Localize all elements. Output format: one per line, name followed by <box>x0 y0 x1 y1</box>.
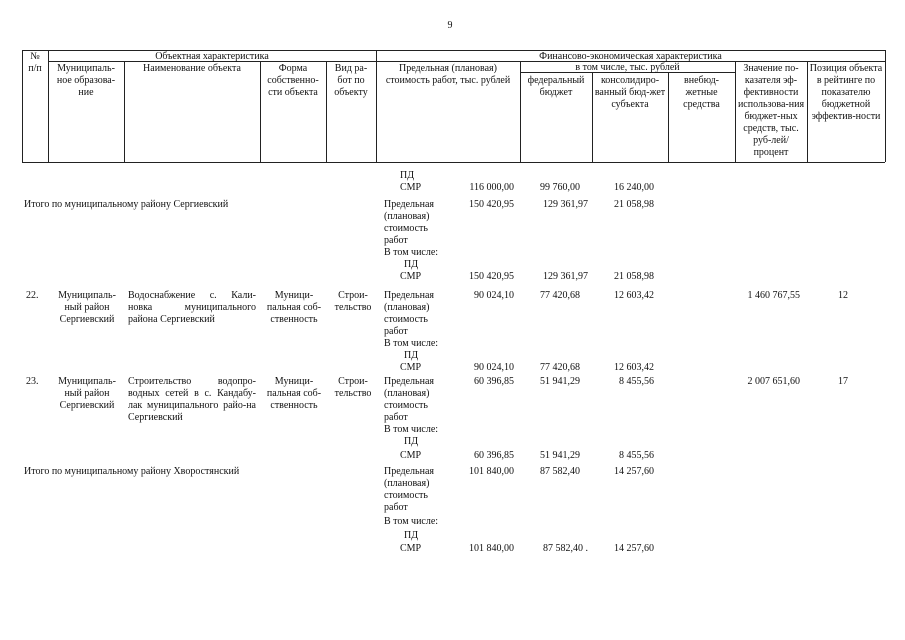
object-name-cell: Водоснабжение с. Кали-новка муниципального района Сергиевский <box>128 290 256 325</box>
top-smr-regional: 16 240,00 <box>614 182 654 193</box>
row-number: 22. <box>26 290 39 301</box>
incl-label: В том числе: <box>384 247 439 258</box>
efficiency-header: Значение по-казателя эф-фективности использова-ния бюджет-ных средств, тыс. руб-лей/процент <box>737 63 805 158</box>
top-smr-federal: 99 760,00 <box>540 182 580 193</box>
smr-regional-value: 14 257,60 <box>614 543 654 554</box>
municipality-header: Муниципаль-ное образова-ние <box>56 63 116 98</box>
pd-label: ПД <box>400 170 415 181</box>
cost-label: Предельная (плановая) стоимость работ <box>384 466 434 513</box>
col-num-label: № <box>30 51 40 62</box>
finance-group-label: Финансово-экономическая характеристика <box>539 51 722 62</box>
col-num2-label: п/п <box>28 63 42 74</box>
smr-total-value: 101 840,00 <box>469 543 514 554</box>
rating-header: Позиция объекта в рейтинге по показателю бюджетной эффектив-ности <box>809 63 883 122</box>
regional-value: 14 257,60 <box>614 466 654 477</box>
federal-value: 129 361,97 <box>543 199 588 210</box>
smr-total-value: 60 396,85 <box>474 450 514 461</box>
row-number: 23. <box>26 376 39 387</box>
incl-label: В том числе: <box>384 424 439 435</box>
top-smr-total: 116 000,00 <box>469 182 514 193</box>
smr-federal-value: 129 361,97 <box>543 271 588 282</box>
efficiency-value: 2 007 651,60 <box>747 376 800 387</box>
consolidated-header: консолидиро-ванный бюд-жет субъекта <box>594 75 666 110</box>
ownership-cell: Муници-пальная соб-ственность <box>266 290 322 325</box>
object-name-cell: Строительство водопро-водных сетей в с. Кандабу-лак муниципального райо-на Сергиевский <box>128 376 256 423</box>
cost-label: Предельная (плановая) стоимость работ <box>384 376 434 423</box>
total-value: 90 024,10 <box>474 290 514 301</box>
rating-value: 12 <box>838 290 848 301</box>
regional-value: 21 058,98 <box>614 199 654 210</box>
incl-header: в том числе, тыс. рублей <box>575 62 680 73</box>
smr-regional-value: 12 603,42 <box>614 362 654 373</box>
federal-value: 77 420,68 <box>540 290 580 301</box>
smr-federal-value: 77 420,68 <box>540 362 580 373</box>
cost-label: Предельная (плановая) стоимость работ <box>384 290 434 337</box>
smr-label: СМР <box>400 362 422 373</box>
smr-label: СМР <box>400 450 422 461</box>
smr-total-value: 150 420,95 <box>469 271 514 282</box>
federal-value: 51 941,29 <box>540 376 580 387</box>
regional-value: 12 603,42 <box>614 290 654 301</box>
incl-label: В том числе: <box>384 338 439 349</box>
pd-label: ПД <box>404 259 419 270</box>
efficiency-value: 1 460 767,55 <box>747 290 800 301</box>
smr-label: СМР <box>400 543 422 554</box>
subtotal-label: Итого по муниципальному району Хворостянский <box>24 466 240 477</box>
page-number: 9 <box>447 20 453 31</box>
total-value: 60 396,85 <box>474 376 514 387</box>
smr-label: СМР <box>400 271 422 282</box>
object-name-header: Наименование объекта <box>143 63 241 74</box>
work-type-header: Вид ра-бот по объекту <box>334 63 368 98</box>
smr-regional-value: 21 058,98 <box>614 271 654 282</box>
smr-federal-value: 51 941,29 <box>540 450 580 461</box>
work-type-cell: Строи-тельство <box>334 376 372 399</box>
subtotal-label: Итого по муниципальному району Сергиевский <box>24 199 229 210</box>
object-group-label: Объектная характеристика <box>155 51 269 62</box>
table-header <box>0 0 905 165</box>
ownership-header: Форма собственно-сти объекта <box>267 63 319 98</box>
pd-label: ПД <box>404 530 419 541</box>
ownership-cell: Муници-пальная соб-ственность <box>266 376 322 411</box>
municipality-cell: Муниципаль-ный район Сергиевский <box>58 290 116 325</box>
cost-label: Предельная (плановая) стоимость работ <box>384 199 434 246</box>
smr-regional-value: 8 455,56 <box>619 450 654 461</box>
max-cost-header: Предельная (плановая) стоимость работ, тыс. рублей <box>385 63 511 86</box>
federal-value: 87 582,40 <box>540 466 580 477</box>
pd-label: ПД <box>404 436 419 447</box>
incl-label: В том числе: <box>384 516 439 527</box>
smr-total-value: 90 024,10 <box>474 362 514 373</box>
regional-value: 8 455,56 <box>619 376 654 387</box>
work-type-cell: Строи-тельство <box>334 290 372 313</box>
smr-label: СМР <box>400 182 422 193</box>
rating-value: 17 <box>838 376 848 387</box>
federal-header: федеральный бюджет <box>527 75 585 98</box>
total-value: 101 840,00 <box>469 466 514 477</box>
pd-label: ПД <box>404 350 419 361</box>
extrabudget-header: внебюд-жетные средства <box>683 75 720 110</box>
municipality-cell: Муниципаль-ный район Сергиевский <box>58 376 116 411</box>
smr-federal-value: 87 582,40 . <box>543 543 588 554</box>
total-value: 150 420,95 <box>469 199 514 210</box>
